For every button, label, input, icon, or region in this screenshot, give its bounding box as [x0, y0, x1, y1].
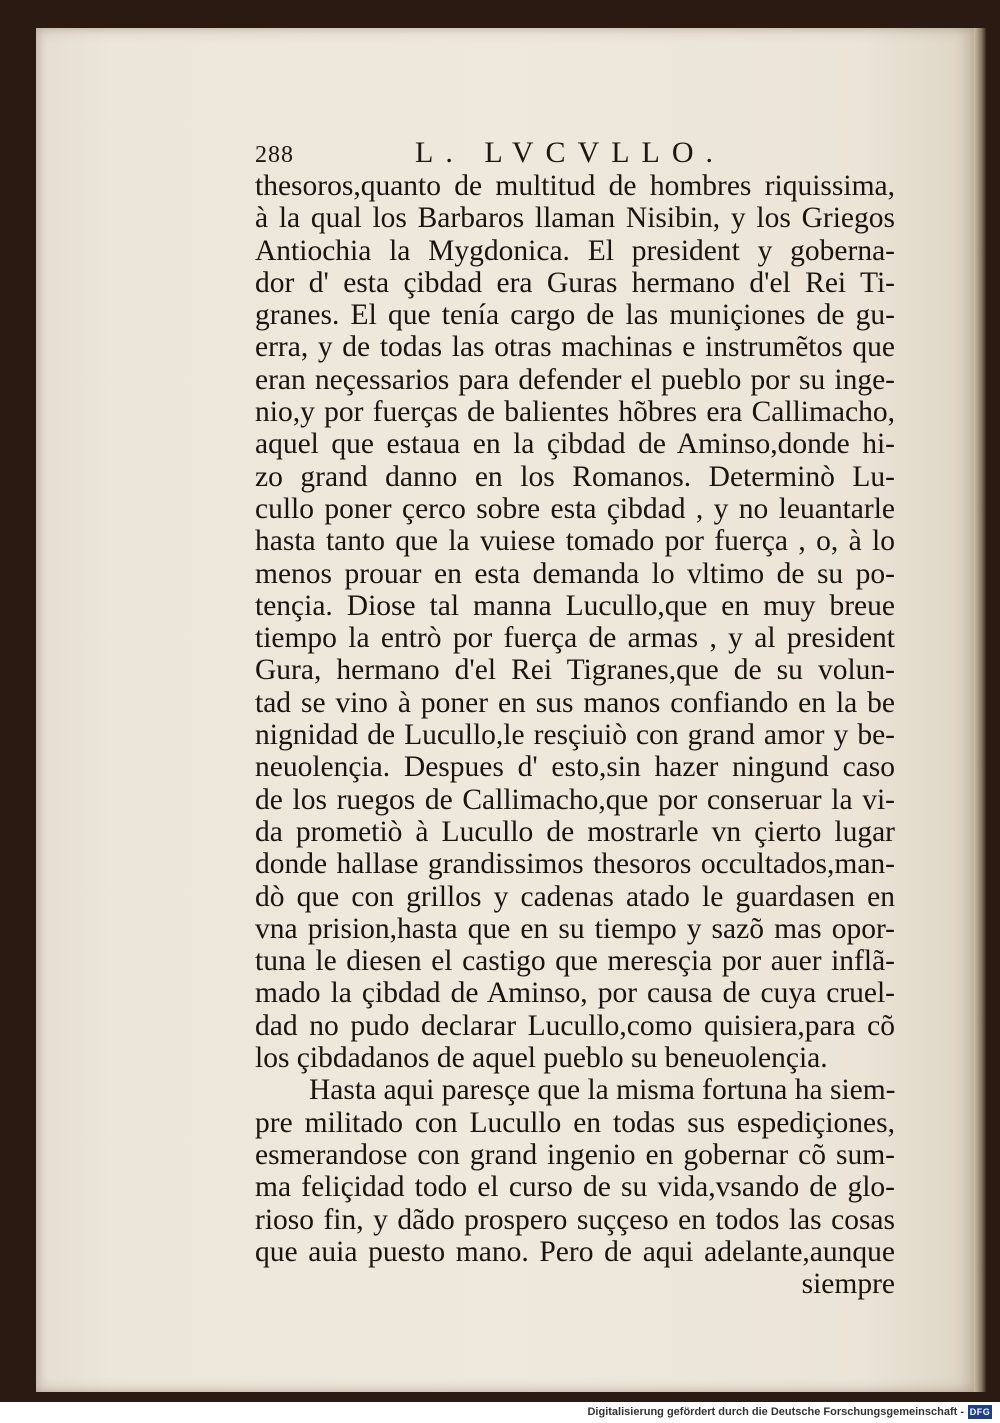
text-line: vna prision,hasta que en su tiempo y sazõ mas opor-: [255, 912, 895, 945]
running-title: L. LVCVLLO.: [415, 136, 726, 169]
text-line: mado la çibdad de Aminso, por causa de cuya cruel-: [255, 977, 895, 1010]
credit-text: Digitalisierung gefördert durch die Deutsche Forschungsgemeinschaft -: [587, 1406, 964, 1418]
text-line: zo grand danno en los Romanos. Determinò Lu-: [255, 460, 895, 493]
text-line: dor d' esta çibdad era Guras hermano d'el Rei Ti-: [255, 266, 895, 299]
text-line: da prometiò à Lucullo de mostrarle vn çierto lugar: [255, 815, 895, 848]
text-line: erra, y de todas las otras machinas e instrumẽtos que: [255, 331, 895, 364]
text-line: dò que con grillos y cadenas atado le guardasen en: [255, 880, 895, 913]
text-line: los çibdadanos de aquel pueblo su beneuolençia.: [255, 1042, 828, 1075]
text-line: cullo poner çerco sobre esta çibdad , y no leuantarle: [255, 492, 895, 525]
text-line: nignidad de Lucullo,le resçiuiò con grand amor y be-: [255, 719, 895, 752]
page-number: 288: [255, 142, 294, 168]
body-text: [255, 170, 895, 1300]
text-line: tad se vino à poner en sus manos confiando en la be: [255, 686, 895, 719]
text-line: que auia puesto mano. Pero de aqui adelante,aunque: [255, 1235, 895, 1268]
text-line: thesoros,quanto de multitud de hombres riquissima,: [255, 170, 895, 202]
text-line: de los ruegos de Callimacho,que por conseruar la vi-: [255, 783, 895, 816]
text-line: menos prouar en esta demanda lo vltimo de su po-: [255, 557, 895, 590]
text-line: nio,y por fuerças de balientes hõbres era Callimacho,: [255, 396, 895, 429]
text-line: tiempo la entrò por fuerça de armas , y al president: [255, 622, 895, 655]
digitization-credit: [587, 1403, 992, 1421]
text-line: Antiochia la Mygdonica. El president y goberna-: [255, 234, 895, 267]
dfg-logo: DFG: [969, 1407, 991, 1417]
text-line: granes. El que tenía cargo de las muniçiones de gu-: [255, 299, 895, 332]
text-line: neuolençia. Despues d' esto,sin hazer ningund caso: [255, 751, 895, 784]
text-line: hasta tanto que la vuiese tomado por fuerça , o, à lo: [255, 525, 895, 558]
text-line: Hasta aqui paresçe que la misma fortuna ha siem-: [309, 1074, 896, 1107]
text-line: esmerandose con grand ingenio en gobernar cõ sum-: [255, 1138, 895, 1171]
text-line: aquel que estaua en la çibdad de Aminso,donde hi-: [255, 428, 895, 461]
text-line: tuna le diesen el castigo que meresçia por auer inflã-: [255, 945, 895, 978]
text-line: à la qual los Barbaros llaman Nisibin, y los Griegos: [255, 202, 895, 235]
text-line: ma feliçidad todo el curso de su vida,vsando de glo-: [255, 1171, 895, 1204]
text-line: dad no pudo declarar Lucullo,como quisiera,para cõ: [255, 1009, 895, 1042]
text-line: donde hallase grandissimos thesoros occultados,man-: [255, 848, 895, 881]
text-line: Gura, hermano d'el Rei Tigranes,que de su volun-: [255, 654, 895, 687]
text-line: rioso fin, y dãdo prospero suççeso en todos las cosas: [255, 1203, 895, 1236]
text-line: eran neçessarios para defender el pueblo por su inge-: [255, 363, 895, 396]
text-line: pre militado con Lucullo en todas sus espediçiones,: [255, 1106, 895, 1139]
text-line: tençia. Diose tal manna Lucullo,que en muy breue: [255, 589, 895, 622]
page-edge: [974, 28, 986, 1392]
catchword: siempre: [801, 1268, 895, 1301]
